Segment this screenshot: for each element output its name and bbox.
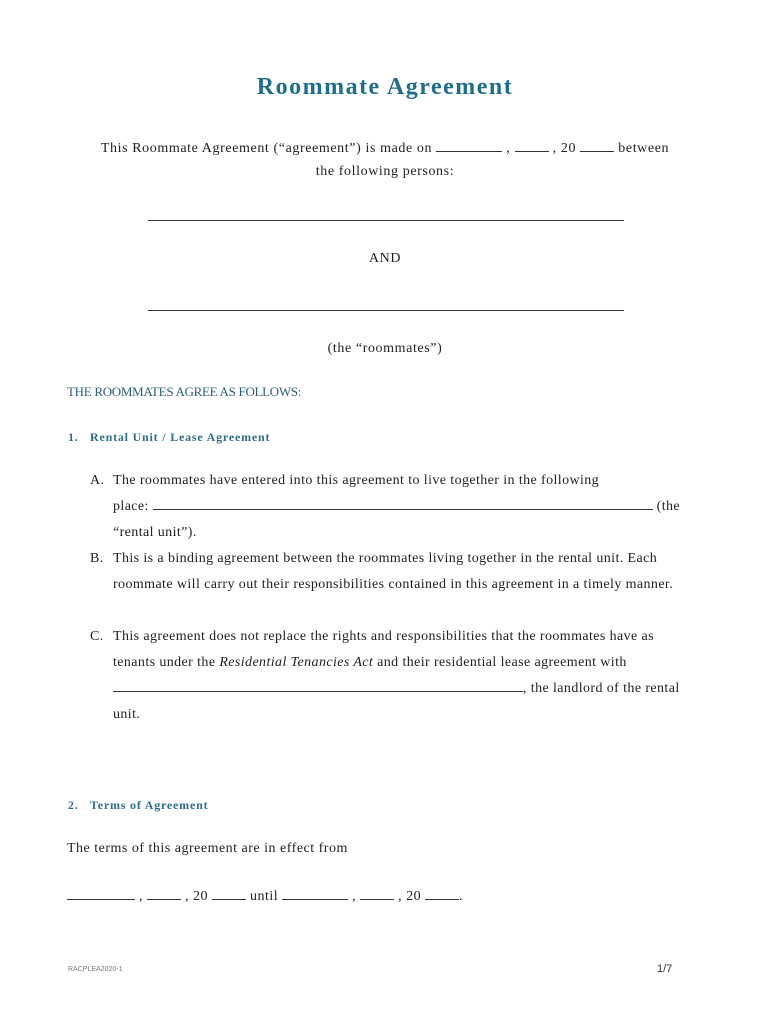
end-day-blank bbox=[360, 885, 394, 900]
terms-dates-line: , , 20 until , , 20 . bbox=[67, 885, 463, 905]
terms-paragraph: The terms of this agreement are in effect from bbox=[67, 841, 348, 856]
intro-line-2: the following persons: bbox=[315, 164, 455, 179]
start-date-blank bbox=[67, 885, 135, 900]
section-1-item-a: A. The roommates have entered into this agreement to live together in the following place: (the “rental unit”). bbox=[90, 473, 681, 540]
landlord-name-blank bbox=[113, 677, 523, 692]
section-1-item-b: B. This is a binding agreement between the roommates living together in the rental unit. Each roommate will carry out their responsibilities contained in this agreement in a timely manner. bbox=[90, 551, 674, 592]
roommate-name-line-2 bbox=[148, 310, 624, 311]
start-year-blank bbox=[212, 885, 246, 900]
footer-page-number: 1/7 bbox=[657, 963, 673, 975]
section-1-item-c: C. This agreement does not replace the rights and responsibilities that the roommates have as tenants under the Residential Tenancies Act and their residential lease agreement with , the landlord of the rental unit. bbox=[90, 629, 680, 722]
section-2-heading: 2. Terms of Agreement bbox=[68, 798, 209, 812]
document-title: Roommate Agreement bbox=[256, 74, 514, 100]
footer-form-code: RACPLEA2020-1 bbox=[68, 966, 123, 973]
date-blank bbox=[515, 137, 549, 152]
rental-address-blank bbox=[153, 495, 653, 510]
roommates-label: (the “roommates”) bbox=[327, 341, 443, 356]
start-day-blank bbox=[147, 885, 181, 900]
intro-line-1: This Roommate Agreement (“agreement”) is made on , , 20 between bbox=[60, 137, 710, 157]
end-date-blank bbox=[282, 885, 348, 900]
roommate-name-line-1 bbox=[148, 220, 624, 221]
date-blank bbox=[436, 137, 502, 152]
end-year-blank bbox=[425, 885, 459, 900]
agree-heading: THE ROOMMATES AGREE AS FOLLOWS: bbox=[67, 384, 302, 399]
year-blank bbox=[580, 137, 614, 152]
section-1-heading: 1. Rental Unit / Lease Agreement bbox=[68, 430, 271, 444]
and-label: AND bbox=[368, 251, 402, 266]
